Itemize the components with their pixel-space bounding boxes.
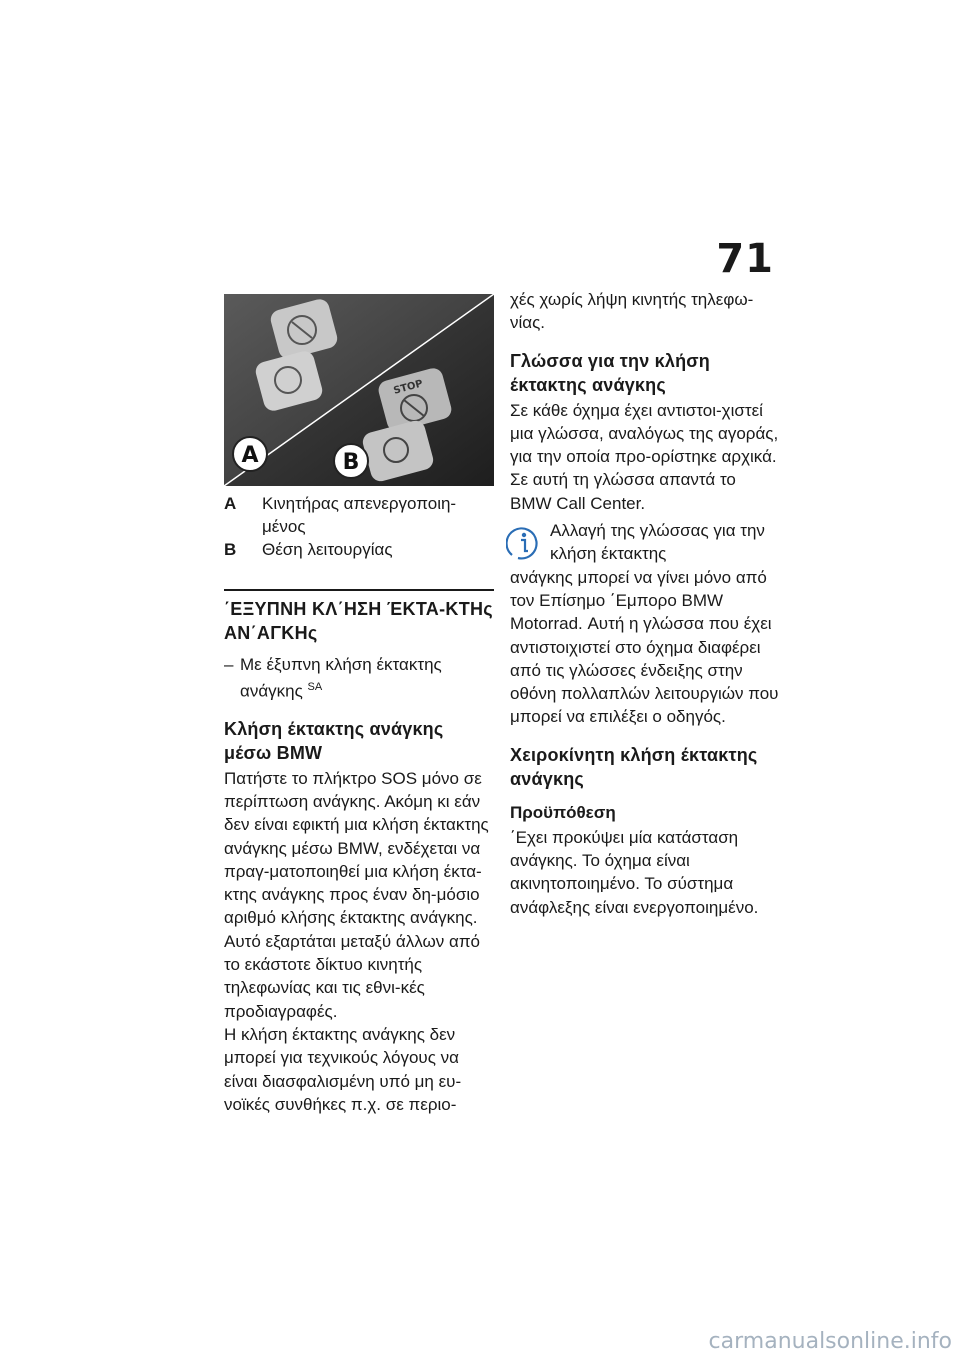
legend-item [224,492,494,538]
paragraph-continued: χές χωρίς λήψη κινητής τηλεφω-νίας. [510,290,754,333]
bullet-sup: SA [307,681,323,693]
paragraph-call-bmw: Πατήστε το πλήκτρο SOS μόνο σε περίπτωση ανάγκης. Ακόμη κι εάν δεν είναι εφικτή μια κλήση έκτακτης ανάγκης μέσω BMW, ενδέχεται να πραγ-ματοποιηθεί μια κλήση έκτα-κτης ανάγκης προς έναν δη-μόσιο αριθμό κλήσης έκτακτης ανάγκης. Αυτό εξαρτάται μεταξύ άλλων από το εκάστοτε δίκτυο κινητής τηλεφωνίας και τις εθνι-κές προδιαγραφές. [224,768,489,1021]
legend-text: Κινητήρας απενεργοποιη-μένος [262,494,457,536]
info-note [510,519,780,729]
info-icon [506,525,542,561]
paragraph-language: Σε κάθε όχημα έχει αντιστοι-χιστεί μια γλώσσα, αναλόγως της αγοράς, για την οποία προ-ορίστηκε αρχικά. Σε αυτή τη γλώσσα απαντά το BMW Call Center. [510,400,779,513]
stop-label: STOP [392,378,425,397]
heading-call-bmw: Κλήση έκτακτης ανάγκης μέσω BMW [224,718,444,763]
paragraph-no-guarantee: Η κλήση έκτακτης ανάγκης δεν μπορεί για τεχνικούς λόγους να είναι διασφαλισμένη υπό μη ευ-νοϊκές συνθήκες π.χ. σε περιο- [224,1024,462,1114]
bullet-dash: – [224,655,234,674]
bullet-text: Με έξυπνη κλήση έκτακτης ανάγκης [240,655,442,701]
left-column [224,294,494,1116]
heading-language: Γλώσσα για την κλήση έκτακτης ανάγκης [510,350,710,395]
figure-legend [224,492,494,561]
bullet-content [240,653,494,703]
note-text: ανάγκης μπορεί να γίνει μόνο από τον Επίσημο ΄Εμπορο BMW Motorrad. Αυτή η γλώσσα που έχει αντιστοιχιστεί στο όχημα διαφέρει από τις γλώσσες ένδειξης στην οθόνη πολλαπλών λειτουργιών που μπορεί να επιλέξει ο οδηγός. [510,567,779,727]
watermark: carmanualsonline.info [708,1329,952,1354]
handlebar-switch-photo [224,294,494,486]
note-lead: Αλλαγή της γλώσσας για την κλήση έκτακτης [550,521,765,564]
heading-prerequisite: Προϋπόθεση [510,802,616,822]
legend-key: A [224,494,237,513]
feature-bullet [224,653,494,703]
figure-label-b: B [342,450,360,475]
page-number: 71 [716,236,774,282]
heading-manual-call: Χειροκίνητη κλήση έκτακτης ανάγκης [510,744,758,789]
section-title: ΄ΕΞΥΠΝΗ ΚΛ΄ΗΣΗ ΈΚΤΑ-ΚΤΗς ΑΝ΄ΑΓΚΗς [224,589,494,645]
legend-text: Θέση λειτουργίας [262,540,393,559]
legend-item [224,538,494,561]
right-column [510,290,780,919]
legend-key: B [224,540,237,559]
figure-label-a: A [241,443,259,468]
paragraph-prerequisite: ΄Εχει προκύψει μία κατάσταση ανάγκης. Το όχημα είναι ακινητοποιημένο. Το σύστημα ανάφλεξης είναι ενεργοποιημένο. [510,827,759,917]
